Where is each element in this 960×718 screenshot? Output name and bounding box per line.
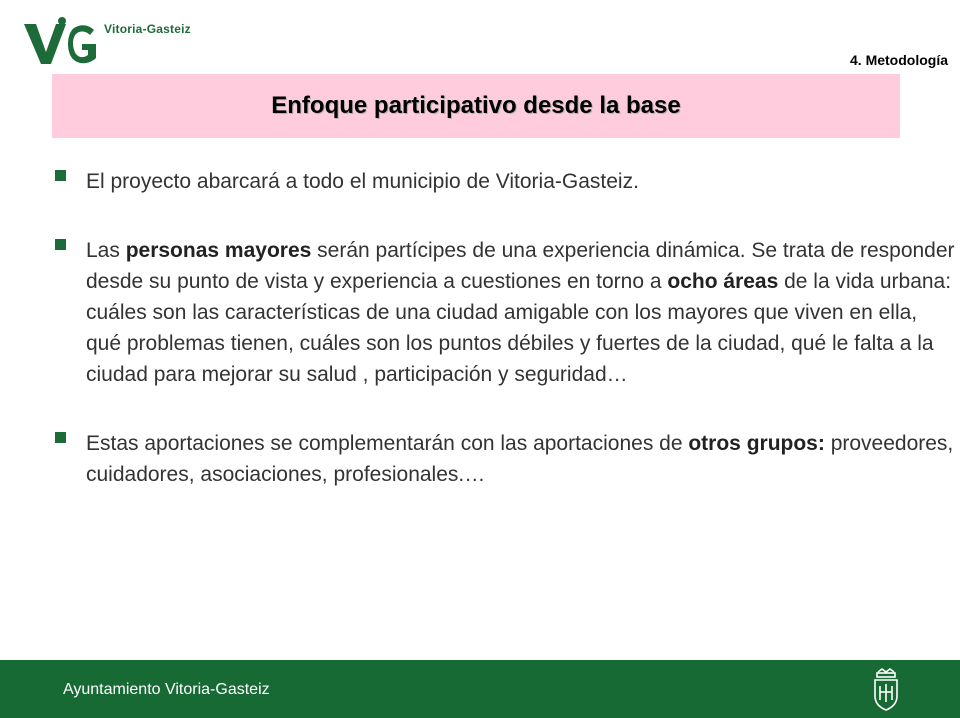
vitoria-gasteiz-logo: [22, 16, 191, 72]
bullet-list: [52, 166, 956, 490]
bullet-text: proveedores, cuidadores, asociaciones, profesionales.…: [86, 432, 954, 486]
bullet-item: [52, 235, 956, 390]
bullet-text: El proyecto abarcará a todo el municipio de Vitoria-Gasteiz.: [86, 170, 639, 193]
bullet-text: Las: [86, 239, 126, 262]
section-label: 4. Metodología: [850, 52, 948, 68]
bullet-text-bold: otros grupos:: [688, 432, 825, 455]
square-bullet-icon: [55, 170, 66, 181]
bullet-item: [52, 166, 956, 197]
bullet-text-bold: ocho áreas: [667, 270, 779, 293]
slide-title: Enfoque participativo desde la base: [271, 92, 681, 119]
bullet-item: [52, 428, 956, 490]
bullet-text: Estas aportaciones se complementarán con las aportaciones de: [86, 432, 689, 455]
footer-bar: [0, 660, 960, 718]
footer-text: Ayuntamiento Vitoria-Gasteiz: [63, 681, 270, 698]
vg-logo-icon: [22, 16, 104, 72]
square-bullet-icon: [55, 432, 66, 443]
logo-text: Vitoria-Gasteiz: [104, 22, 191, 36]
bullet-text: de la vida urbana: cuáles son las características de una ciudad amigable con los mayores que viven en ella, qué problemas tienen, cuáles son los puntos débiles y fuertes de la ciudad, qué le falta a la ciudad para mejorar su salud , participación y seguridad…: [86, 270, 952, 386]
title-band: [52, 74, 900, 138]
bullet-text: serán partícipes de una experiencia dinámica. Se trata de responder desde su punto de vista y experiencia a cuestiones en torno a: [86, 239, 955, 293]
city-crest-icon: [866, 668, 906, 712]
bullet-text-bold: personas mayores: [125, 239, 312, 262]
square-bullet-icon: [55, 239, 66, 250]
